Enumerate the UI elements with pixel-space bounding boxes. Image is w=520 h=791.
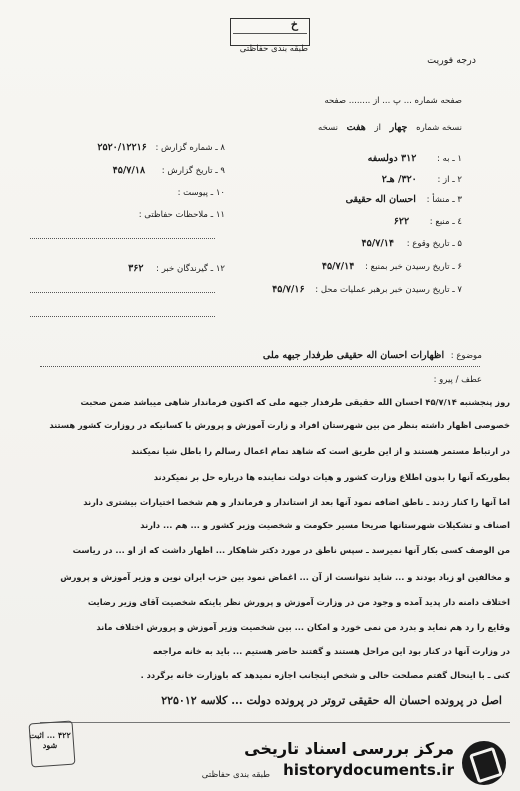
attachment-label: ۱۰ ـ پیوست :	[177, 188, 225, 198]
security-notes-line	[30, 238, 215, 239]
body-line: اما آنها را کنار زدند ـ ناطق اضافه نمود آنها بعد از استاندار و فرماندار و هم شخصا اختیارات بیشتری دارند	[83, 497, 510, 507]
received-ops-value: ۴۵/۷/۱۶	[272, 284, 305, 295]
page-number-field: صفحه شماره ... پ ... از ........ صفحه	[324, 96, 462, 106]
source-value: ۶۲۲	[393, 216, 410, 227]
body-line: من الوصف کسی بکار آنها نمیرسد ـ سپس ناطق در مورد دکتر شاهکار ... اظهار داشت که از او ... در ریاست	[72, 545, 510, 555]
watermark-site-url: historydocuments.ir	[283, 761, 454, 779]
report-number-value: ۲۵۲۰/۱۲۲۱۶	[97, 142, 147, 153]
recipients-value: ۳۶۲	[128, 263, 144, 274]
body-line: کنی ـ با اینحال گفتم مصلحت حالی و شخص اینجانب اجازه نمیدهد که باوزارت خانه برگردد .	[140, 670, 510, 680]
received-ops-field	[182, 284, 462, 295]
source-label: ٤ ـ منبع :	[429, 217, 462, 227]
report-number-field	[30, 142, 225, 153]
subject-value: اظهارات احسان اله حقیقی طرفدار جبهه ملی	[262, 350, 445, 361]
priority-label: درجه فوریت	[427, 55, 476, 66]
received-source-field	[202, 261, 462, 272]
report-date-label: ۹ ـ تاریخ گزارش :	[161, 166, 225, 176]
received-source-value: ۴۵/۷/۱۴	[321, 261, 355, 272]
copy-number-label: نسخه شماره	[416, 123, 462, 133]
archive-logo-icon	[462, 741, 506, 785]
origin-field	[212, 194, 462, 205]
to-field	[212, 153, 462, 164]
security-notes-label: ۱۱ ـ ملاحظات حفاظتی :	[138, 210, 225, 220]
from-field	[212, 174, 462, 185]
event-date-value: ۴۵/۷/۱۴	[361, 238, 394, 249]
from-value: ۳۲۰/ هـ۲	[381, 174, 417, 185]
event-date-field	[212, 238, 462, 249]
body-line: در ارتباط مستمر هستند و از این طریق است که شاهد تمام اعمال رسالم را باطل شیا نمیکنند	[131, 446, 510, 456]
from-label: ۲ ـ از :	[437, 175, 462, 185]
origin-value: احسان اله حقیقی	[345, 194, 416, 205]
report-date-field	[30, 165, 225, 176]
subject-underline	[40, 366, 480, 367]
copy-of-label: از	[374, 123, 381, 133]
watermark-site-name: مرکز بررسی اسناد تاریخی	[244, 739, 454, 758]
recipients-line-2	[30, 316, 215, 317]
body-line: در وزارت آنها در کنار بود این مراحل هستند و گفتند حاضر هستیم ... باید به خانه مراجعه	[152, 646, 510, 656]
recipients-label: ۱۲ ـ گیرندگان خبر :	[156, 264, 225, 274]
subject-field	[32, 350, 482, 361]
registry-stamp-text: ۴۲۲ ... اثبت شود	[29, 730, 71, 750]
report-number-label: ۸ ـ شماره گزارش :	[155, 143, 225, 153]
classification-label: طبقه بندی حفاظتی	[239, 44, 308, 54]
copy-unit-label: نسخه	[317, 123, 338, 133]
to-label: ۱ ـ به :	[437, 154, 462, 164]
body-line: اختلاف دامنه دار پدید آمده و وجود من در وزارت آموزش و پرورش نظر باینکه شخصیت آقای وزیر رضایت	[87, 597, 510, 607]
body-line: خصوصی اظهار داشته بنظر من بین شهرستان افراد و زارت آموزش و پرورش با کسانیکه در روزارت کشور هستند	[49, 420, 510, 430]
subject-label: موضوع :	[450, 351, 482, 361]
recipients-field	[30, 263, 225, 274]
body-line: و مخالفین او زیاد بودند و ... شاید نتوانست از آن ... اغماض نمود بین حزب ایران نوین و وزیر آموزش و پرورش	[60, 572, 510, 582]
classification-stamp-text: خ	[290, 18, 298, 31]
received-ops-label: ۷ ـ تاریخ رسیدن خبر برهبر عملیات محل :	[315, 285, 462, 295]
reference-label: عطف / پیرو :	[433, 375, 482, 385]
source-field	[212, 216, 462, 227]
handwritten-note: اصل در پرونده احسان اله حقیقی تروتر در پرونده دولت ... کلاسه ۲۲۵۰۱۲	[161, 694, 502, 707]
to-value: ۳۱۲ دولسفه	[367, 153, 417, 164]
copy-number-value: چهار	[389, 122, 408, 133]
body-line: وقایع را رد هم نماید و بدرد من نمی خورد و امکان ... بین شخصیت وزیر آموزش و پرورش اختلاف ماند	[96, 622, 510, 632]
copy-total-value: هفت	[346, 122, 366, 133]
received-source-label: ۶ ـ تاریخ رسیدن خبر بمنبع :	[365, 262, 462, 272]
signature-rule	[40, 722, 510, 723]
body-line: بطوریکه آنها را بدون اطلاع وزارت کشور و هیات دولت نماینده ها درباره حل بر نمیکردند	[153, 472, 510, 482]
body-line: روز پنجشنبه ۴۵/۷/۱۴ احسان الله حقیقی طرفدار جبهه ملی که اکنون فرماندار شاهی میباشد ضمن صحبت	[80, 397, 510, 407]
body-line: اصناف و تشکیلات شهرستانها صریحا مسیر حکومت و شخصیت وزیر کشور و ... هم ... دارند	[140, 520, 510, 530]
copy-number-field	[212, 122, 462, 133]
origin-label: ۳ ـ منشأ :	[426, 195, 462, 205]
footer-classification-label: طبقه بندی حفاظتی	[201, 770, 270, 780]
report-date-value: ۴۵/۷/۱۸	[112, 165, 146, 176]
watermark-logo	[212, 735, 512, 789]
recipients-line-1	[30, 292, 215, 293]
event-date-label: ۵ ـ تاریخ وقوع :	[406, 239, 462, 249]
